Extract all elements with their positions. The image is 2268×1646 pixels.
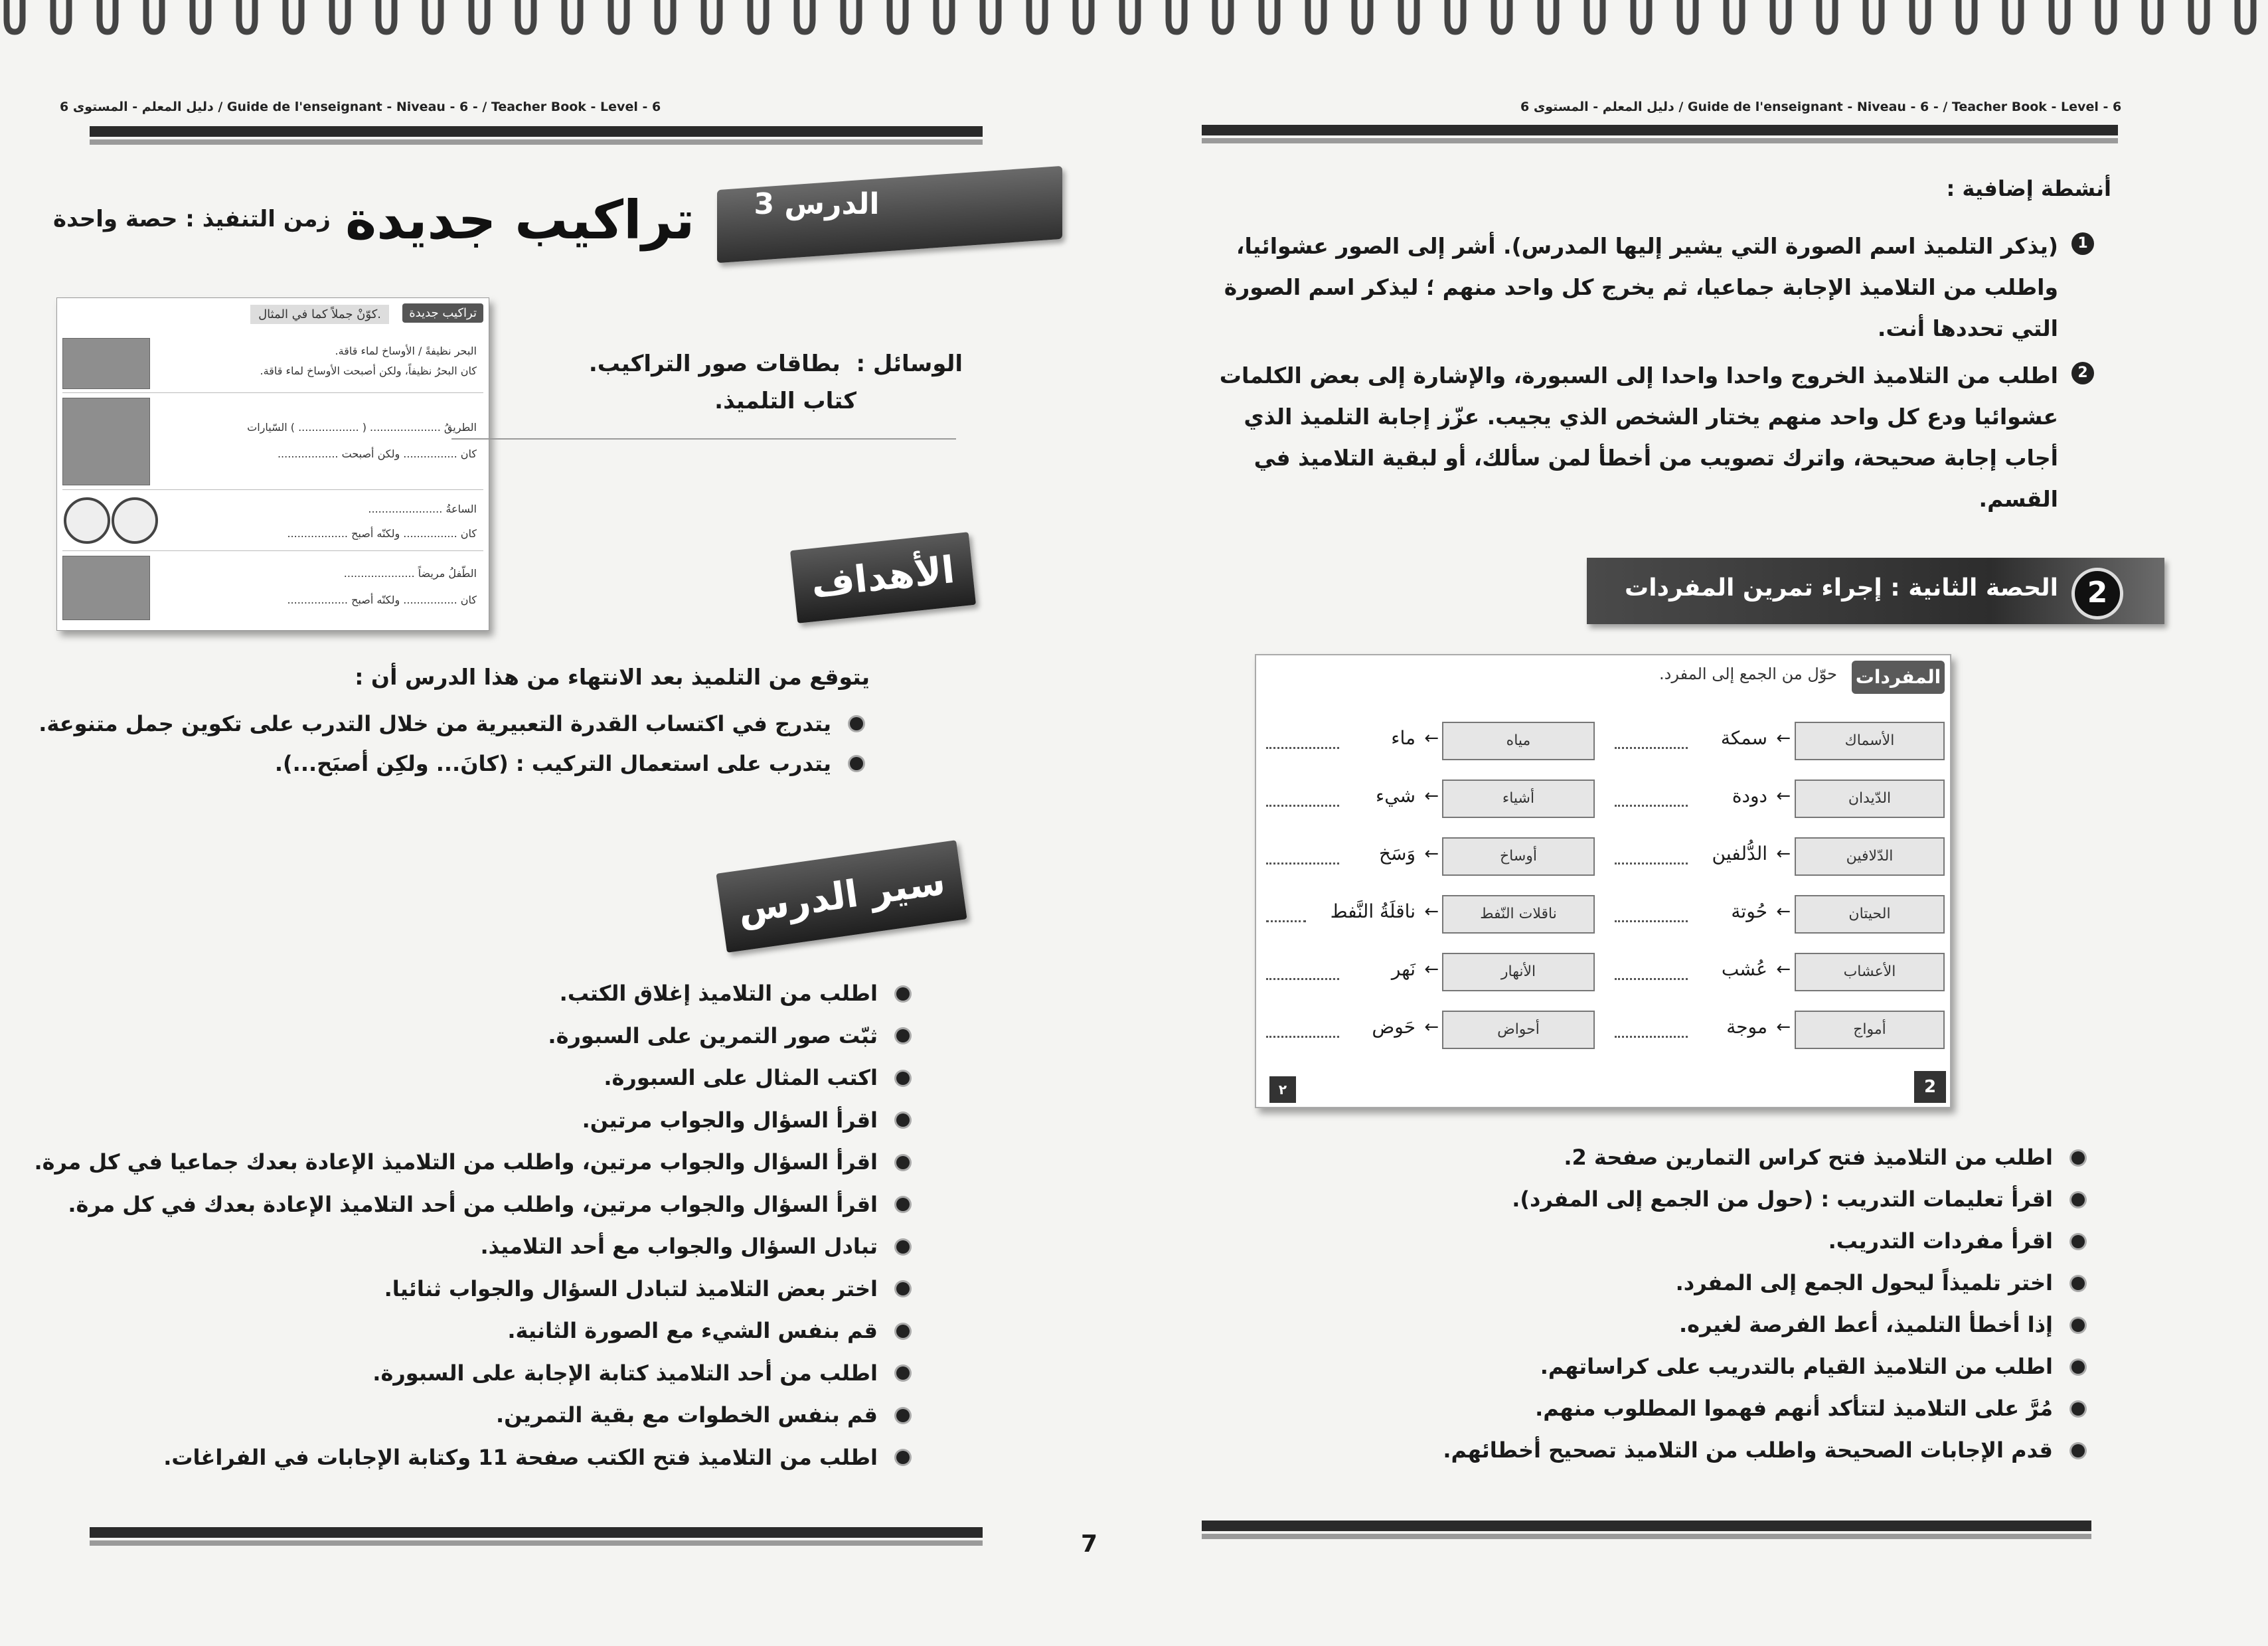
lesson-title: تراكيب جديدة bbox=[345, 189, 695, 251]
activity-2-text: اطلب من التلاميذ الخروج واحدا واحدا إلى السبورة، والإشارة إلى بعض الكلمات عشوائيا ودع كل واحد منهم يختار الشخص الذي يجيب. عزّز إجابة التلميذ الذي أجاب إجابة صحيحة، واترك تصويب من أخطأ لمن سألك، أو لبقية التلاميذ في القسم. bbox=[1219, 363, 2058, 512]
extra-activities-title: أنشطة إضافية : bbox=[1946, 176, 2111, 201]
thumbnail-instruction: كوّنْ جملاً كما في المثال. bbox=[250, 305, 389, 324]
vocab-plural-box: الحيتان bbox=[1795, 895, 1945, 934]
vocab-plural-box: مياه bbox=[1442, 722, 1595, 760]
vocab-singular: وَسَخ bbox=[1378, 843, 1416, 864]
goals-list bbox=[39, 704, 870, 783]
vocab-plural-box: ناقلات النّفط bbox=[1442, 895, 1595, 934]
vocab-plural-box: الأعشاب bbox=[1795, 953, 1945, 991]
header-left: دليل المعلم - المستوى 6 / Guide de l'enseignant - Niveau - 6 - / Teacher Book - Level - 6 bbox=[60, 100, 661, 114]
sick-child-image bbox=[62, 556, 150, 620]
footer-rule-left bbox=[90, 1527, 983, 1538]
answer-line bbox=[1615, 978, 1688, 980]
step-item: قم بنفس الخطوات مع بقية التمرين. bbox=[66, 1394, 916, 1437]
activity-number: 1 bbox=[2071, 232, 2094, 255]
vocab-instruction: حوّل من الجمع إلى المفرد. bbox=[1659, 665, 1837, 683]
goals-banner: الأهداف bbox=[790, 532, 976, 623]
session-steps-list bbox=[1295, 1137, 2091, 1471]
footer-rule-right bbox=[1202, 1521, 2091, 1531]
answer-line bbox=[1266, 920, 1306, 922]
means-item: كتاب التلميذ. bbox=[714, 388, 856, 414]
vocab-singular: ناقلَةُ النَّفط bbox=[1330, 900, 1416, 922]
vocab-plural-box: أشياء bbox=[1442, 780, 1595, 818]
thumbnail-line: الطريقُ ..................... ( .................. ) السّيارات bbox=[247, 421, 477, 434]
course-banner: سير الدرس bbox=[716, 840, 967, 953]
goals-intro: يتوقع من التلميذ بعد الانتهاء من هذا الدرس أن : bbox=[355, 664, 870, 690]
step-item: اطلب من أحد التلاميذ كتابة الإجابة على السبورة. bbox=[66, 1353, 916, 1395]
answer-line bbox=[1266, 747, 1339, 749]
step-item: اطلب من التلاميذ القيام بالتدريب على كراساتهم. bbox=[1295, 1346, 2091, 1388]
arrow-icon: ← bbox=[1776, 1017, 1791, 1037]
header-right: دليل المعلم - المستوى 6 / Guide de l'enseignant - Niveau - 6 - / Teacher Book - Level - 6 bbox=[1520, 100, 2122, 114]
vocab-plural-box: الدّلافين bbox=[1795, 837, 1945, 876]
vocab-plural-box: أحواض bbox=[1442, 1011, 1595, 1049]
arrow-icon: ← bbox=[1776, 728, 1791, 748]
session-number: 2 bbox=[2071, 568, 2123, 619]
thumbnail-line: كان البحرُ نظيفاً، ولكن أصبحت الأوساخ لماء قاقة. bbox=[260, 365, 477, 377]
arrow-icon: ← bbox=[1776, 959, 1791, 979]
vocab-tag: المفردات bbox=[1852, 661, 1945, 694]
arrow-icon: ← bbox=[1424, 902, 1439, 922]
arrow-icon: ← bbox=[1776, 844, 1791, 864]
step-item: اقرأ تعليمات التدريب : (حول من الجمع إلى المفرد). bbox=[1295, 1179, 2091, 1220]
vocab-page-number: 2 bbox=[1914, 1071, 1946, 1103]
city-image bbox=[62, 338, 150, 389]
vocabulary-exercise bbox=[1255, 654, 1951, 1108]
spiral-binding bbox=[0, 0, 2268, 73]
answer-line bbox=[1266, 978, 1339, 980]
means-section bbox=[564, 345, 963, 420]
vocab-page-number-alt: ٢ bbox=[1269, 1076, 1296, 1103]
thumbnail-line: كان ................ ولكنّه أصبح .................. bbox=[287, 527, 477, 540]
step-item: اكتب المثال على السبورة. bbox=[66, 1057, 916, 1100]
vocab-singular: دودة bbox=[1732, 785, 1767, 807]
vocab-singular: عُشب bbox=[1721, 958, 1767, 980]
step-item: اقرأ مفردات التدريب. bbox=[1295, 1220, 2091, 1262]
vocab-singular: موجة bbox=[1726, 1016, 1767, 1038]
arrow-icon: ← bbox=[1424, 1017, 1439, 1037]
answer-line bbox=[1615, 747, 1688, 749]
step-item: اطلب من التلاميذ فتح الكتب صفحة 11 وكتابة الإجابات في الفراغات. bbox=[66, 1437, 916, 1479]
step-item: ثبّت صور التمرين على السبورة. bbox=[66, 1015, 916, 1058]
answer-line bbox=[1615, 1036, 1688, 1038]
answer-line bbox=[1266, 805, 1339, 807]
goal-item: يتدرب على استعمال التركيب : (كانَ... ولكِن أصبَح...). bbox=[66, 744, 870, 783]
vocab-plural-box: الدّيدان bbox=[1795, 780, 1945, 818]
step-item: تبادل السؤال والجواب مع أحد التلاميذ. bbox=[66, 1226, 916, 1268]
step-item: قم بنفس الشيء مع الصورة الثانية. bbox=[66, 1310, 916, 1353]
workbook-thumbnail bbox=[56, 297, 489, 631]
vocab-singular: سمكة bbox=[1720, 727, 1767, 749]
activity-number: 2 bbox=[2071, 362, 2094, 384]
vocab-singular: الدُّلفين bbox=[1712, 843, 1767, 864]
step-item: اطلب من التلاميذ إغلاق الكتب. bbox=[66, 973, 916, 1015]
step-item: اختر بعض التلاميذ لتبادل السؤال والجواب ثنائيا. bbox=[66, 1268, 916, 1311]
step-item: إذا أخطأ التلميذ، أعط الفرصة لغيره. bbox=[1295, 1304, 2091, 1346]
lesson-label: الدرس 3 bbox=[754, 187, 880, 221]
clock-icon bbox=[112, 497, 158, 544]
clock-icon bbox=[64, 497, 110, 544]
step-item: اقرأ السؤال والجواب مرتين. bbox=[66, 1100, 916, 1142]
vocab-plural-box: أمواج bbox=[1795, 1011, 1945, 1049]
arrow-icon: ← bbox=[1424, 959, 1439, 979]
vocab-plural-box: أوساخ bbox=[1442, 837, 1595, 876]
step-item: اختر تلميذاً ليحول الجمع إلى المفرد. bbox=[1295, 1262, 2091, 1304]
vocab-plural-box: الأسماك bbox=[1795, 722, 1945, 760]
vocab-plural-box: الأنهار bbox=[1442, 953, 1595, 991]
step-item: اقرأ السؤال والجواب مرتين، واطلب من التلاميذ الإعادة بعدك جماعيا في كل مرة. bbox=[66, 1141, 916, 1184]
course-steps-list bbox=[34, 973, 916, 1479]
step-item: اقرأ السؤال والجواب مرتين، واطلب من أحد التلاميذ الإعادة بعدك في كل مرة. bbox=[66, 1184, 916, 1226]
duration-text: زمن التنفيذ : حصة واحدة bbox=[53, 206, 331, 232]
thumbnail-line: الطّفلُ مريضاً ..................... bbox=[343, 567, 477, 580]
arrow-icon: ← bbox=[1776, 786, 1791, 806]
arrow-icon: ← bbox=[1424, 844, 1439, 864]
answer-line bbox=[1266, 863, 1339, 864]
road-image bbox=[62, 398, 150, 485]
vocab-singular: حُوتة bbox=[1731, 900, 1767, 922]
answer-line bbox=[1615, 863, 1688, 864]
vocab-singular: شيء bbox=[1376, 785, 1416, 807]
header-rule-left bbox=[90, 126, 983, 137]
vocab-singular: حَوض bbox=[1372, 1016, 1416, 1038]
means-label: الوسائل : bbox=[856, 351, 963, 377]
vocab-singular: نَهر bbox=[1391, 958, 1416, 980]
thumbnail-tag: تراكيب جديدة bbox=[402, 303, 483, 323]
header-rule-right bbox=[1202, 125, 2118, 135]
vocab-singular: ماء bbox=[1391, 727, 1416, 749]
answer-line bbox=[1615, 805, 1688, 807]
means-item: بطاقات صور التراكيب. bbox=[588, 351, 841, 377]
step-item: مُرَّ على التلاميذ لتتأكد أنهم فهموا المطلوب منهم. bbox=[1295, 1388, 2091, 1430]
answer-line bbox=[1266, 1036, 1339, 1038]
thumbnail-line: كان ................ ولكنّه أصبح .................. bbox=[287, 594, 477, 606]
answer-line bbox=[1615, 920, 1688, 922]
session-label: الحصة الثانية : إجراء تمرين المفردات bbox=[1625, 574, 2058, 602]
thumbnail-line: الساعةُ ...................... bbox=[368, 503, 477, 515]
step-item: قدم الإجابات الصحيحة واطلب من التلاميذ تصحيح أخطائهم. bbox=[1295, 1430, 2091, 1471]
arrow-icon: ← bbox=[1424, 728, 1439, 748]
arrow-icon: ← bbox=[1776, 902, 1791, 922]
goal-item: يتدرج في اكتساب القدرة التعبيرية من خلال التدرب على تكوين جمل متنوعة. bbox=[66, 704, 870, 744]
step-item: اطلب من التلاميذ فتح كراس التمارين صفحة 2. bbox=[1295, 1137, 2091, 1179]
thumbnail-line: البحر نظيفةً / الأوساخ لماء قاقة. bbox=[335, 345, 477, 357]
thumbnail-line: كان ................ ولكن أصبحت .................. bbox=[277, 448, 477, 460]
page-number: 7 bbox=[1081, 1530, 1098, 1558]
activity-1-text: (يذكر التلميذ اسم الصورة التي يشير إليها المدرس). أشر إلى الصور عشوائيا، واطلب من التلاميذ الإجابة جماعيا، ثم يخرج كل واحد منهم ؛ ليذكر اسم الصورة التي تحددها أنت. bbox=[1224, 233, 2058, 341]
arrow-icon: ← bbox=[1424, 786, 1439, 806]
